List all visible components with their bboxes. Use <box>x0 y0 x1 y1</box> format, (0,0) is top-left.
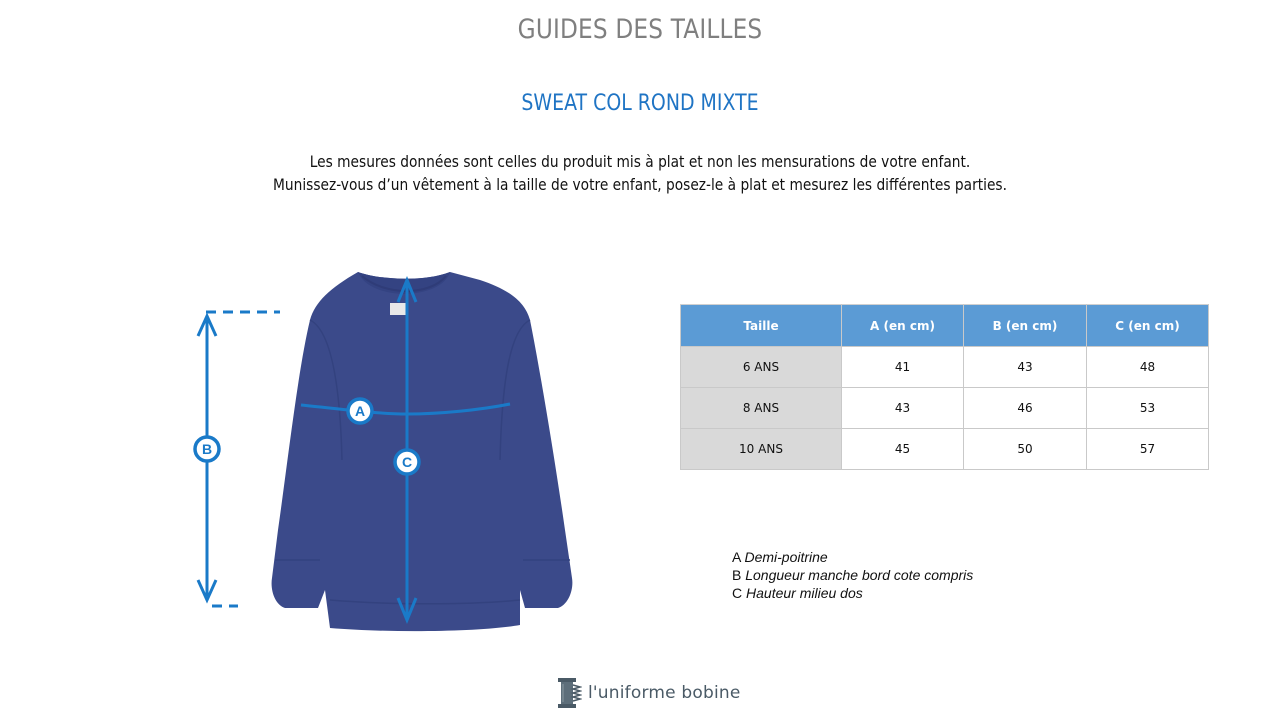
brand-logo <box>556 676 741 710</box>
column-header-size: Taille <box>681 305 842 347</box>
sweatshirt-icon <box>272 272 573 631</box>
size-table <box>680 304 1209 470</box>
legend-label: Longueur manche bord cote compris <box>745 567 974 583</box>
product-title: SWEAT COL ROND MIXTE <box>521 91 759 116</box>
brand-name: l'uniforme bobine <box>588 683 741 703</box>
c-cell: 57 <box>1087 429 1209 470</box>
legend-key: A <box>732 549 741 565</box>
column-header-c: C (en cm) <box>1087 305 1209 347</box>
legend-label: Demi-poitrine <box>744 549 828 565</box>
b-cell: 46 <box>964 388 1087 429</box>
legend-item-c <box>732 584 973 602</box>
svg-text:C: C <box>401 454 413 470</box>
sweatshirt-measurement-illustration <box>180 260 600 640</box>
table-row <box>681 347 1209 388</box>
b-cell: 50 <box>964 429 1087 470</box>
table-row <box>681 429 1209 470</box>
marker-b <box>195 437 219 461</box>
a-cell: 43 <box>842 388 964 429</box>
intro-text <box>90 150 1191 196</box>
svg-text:B: B <box>201 441 213 457</box>
column-header-a: A (en cm) <box>842 305 964 347</box>
intro-line-1: Les mesures données sont celles du produit mis à plat et non les mensurations de votre enfant. <box>309 152 971 171</box>
svg-text:A: A <box>354 403 366 419</box>
intro-line-2: Munissez-vous d’un vêtement à la taille de votre enfant, posez-le à plat et mesurez les différentes parties. <box>273 175 1007 194</box>
size-table-header <box>681 305 1209 347</box>
measurement-legend <box>732 548 973 602</box>
a-cell: 45 <box>842 429 964 470</box>
table-row <box>681 388 1209 429</box>
legend-key: B <box>732 567 742 583</box>
legend-item-b <box>732 566 973 584</box>
marker-a <box>348 399 372 423</box>
c-cell: 53 <box>1087 388 1209 429</box>
spool-icon <box>556 677 582 709</box>
legend-item-a <box>732 548 973 566</box>
legend-key: C <box>732 585 743 601</box>
size-cell: 10 ANS <box>681 429 842 470</box>
legend-label: Hauteur milieu dos <box>746 585 863 601</box>
b-cell: 43 <box>964 347 1087 388</box>
column-header-b: B (en cm) <box>964 305 1087 347</box>
marker-c <box>395 450 419 474</box>
page-title: GUIDES DES TAILLES <box>517 14 763 45</box>
size-cell: 6 ANS <box>681 347 842 388</box>
a-cell: 41 <box>842 347 964 388</box>
size-cell: 8 ANS <box>681 388 842 429</box>
c-cell: 48 <box>1087 347 1209 388</box>
